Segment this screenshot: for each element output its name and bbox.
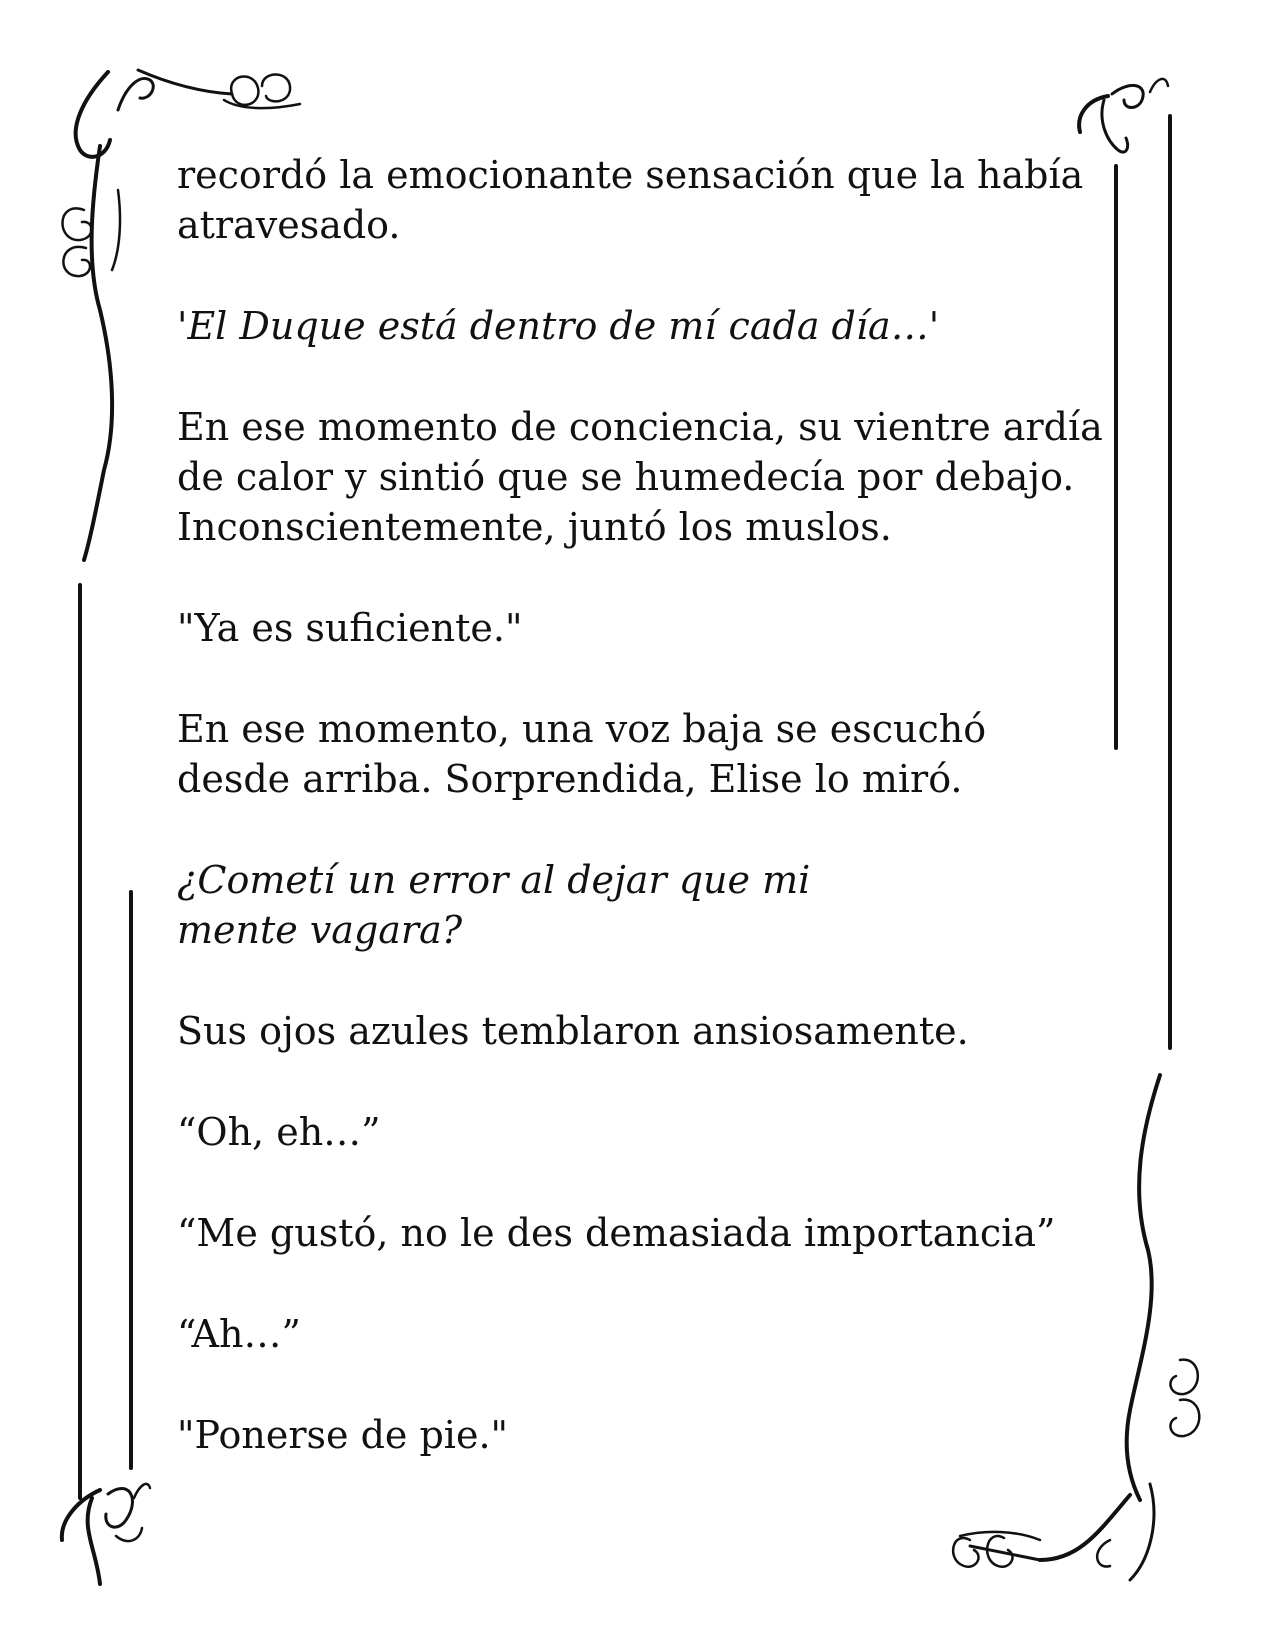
paragraph-3: En ese momento de conciencia, su vientre ardía de calor y sintió que se humedecía por debajo. Inconscientemente, juntó los muslos. [177, 405, 1103, 549]
paragraph-2-italic-thought: 'El Duque está dentro de mí cada día…' [177, 304, 940, 348]
paragraph-7: Sus ojos azules temblaron ansiosamente. [177, 1009, 969, 1053]
paragraph-1: recordó la emocionante sensación que la había atravesado. [177, 153, 1084, 247]
story-text [177, 150, 1107, 1460]
paragraph-8-dialogue: “Oh, eh…” [177, 1110, 381, 1154]
paragraph-10-dialogue: “Ah…” [177, 1312, 301, 1356]
top-right-flourish [1079, 79, 1168, 152]
paragraph-5: En ese momento, una voz baja se escuchó desde arriba. Sorprendida, Elise lo miró. [177, 707, 987, 801]
paragraph-11-dialogue: "Ponerse de pie." [177, 1413, 508, 1457]
paragraph-6-italic-thought: ¿Cometí un error al dejar que mi mente vagara? [177, 858, 811, 952]
paragraph-9-dialogue: “Me gustó, no le des demasiada importancia” [177, 1211, 1056, 1255]
paragraph-4-dialogue: "Ya es suficiente." [177, 606, 523, 650]
bottom-left-flourish [62, 1484, 150, 1584]
